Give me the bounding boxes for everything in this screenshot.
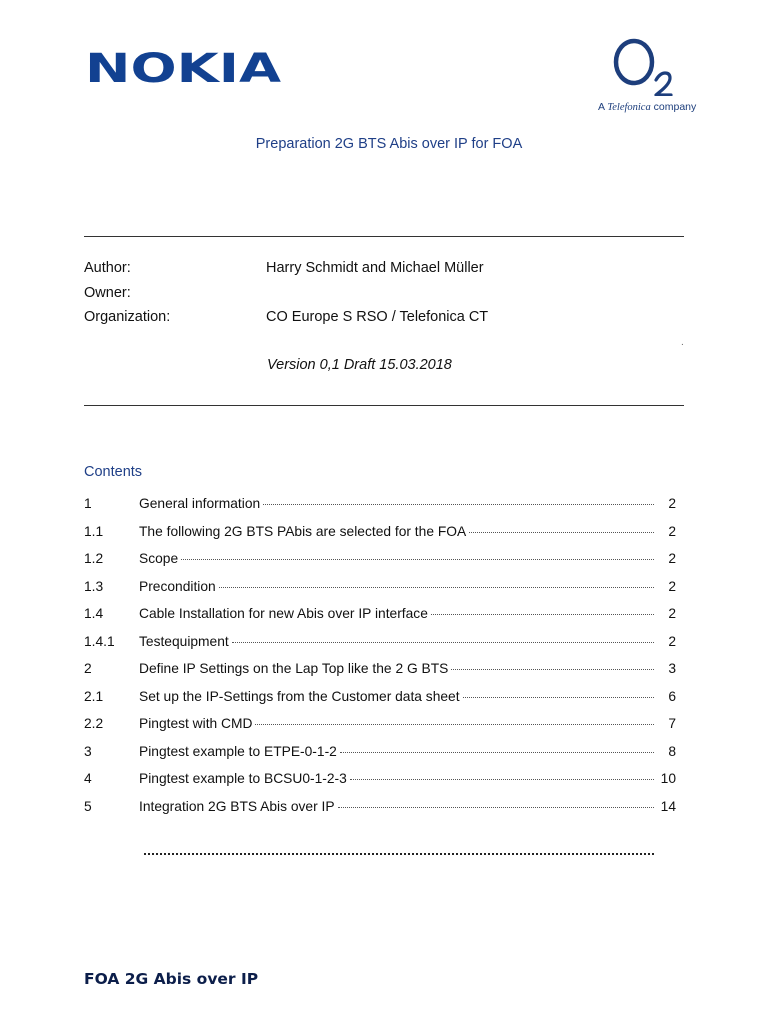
meta-owner: [84, 285, 684, 307]
contents-heading: Contents: [84, 464, 143, 480]
toc-page: 3: [668, 661, 676, 676]
toc-number: 1.1: [84, 523, 104, 539]
toc-item[interactable]: [84, 687, 676, 707]
toc-title: Set up the IP-Settings from the Customer data sheet: [139, 688, 460, 704]
toc-page: 2: [668, 606, 676, 621]
toc-title: Pingtest with CMD: [139, 716, 253, 731]
meta-organization: [84, 309, 684, 331]
toc-title: Precondition: [139, 578, 216, 594]
toc-number: 1.2: [84, 551, 104, 566]
toc-page: 2: [668, 633, 676, 649]
toc-title: The following 2G BTS PAbis are selected for the FOA: [139, 523, 467, 539]
version-line: Version 0,1 Draft 15.03.2018: [267, 357, 452, 373]
toc-leader: [431, 614, 654, 615]
toc-page: 6: [668, 688, 676, 704]
toc-page: 2: [668, 523, 676, 539]
toc-leader: [350, 779, 654, 780]
toc-number: 1.4.1: [84, 633, 115, 649]
nokia-logo-text: NOKIA: [85, 46, 282, 90]
toc-item[interactable]: [84, 769, 676, 789]
toc-page: 10: [660, 771, 676, 786]
toc-item[interactable]: [84, 742, 676, 762]
toc-title: Scope: [139, 551, 179, 566]
divider-top: [84, 236, 684, 237]
toc-page: 14: [660, 798, 676, 814]
toc-leader: [463, 697, 654, 698]
toc-title: Pingtest example to ETPE-0-1-2: [139, 743, 337, 759]
toc-leader: [469, 532, 654, 533]
toc-item[interactable]: [84, 577, 676, 597]
toc-title: Define IP Settings on the Lap Top like the 2 G BTS: [139, 661, 449, 676]
footer-title: FOA 2G Abis over IP: [84, 970, 259, 988]
o2-mark: [612, 36, 682, 96]
dotted-separator: [144, 853, 654, 855]
toc-title: Cable Installation for new Abis over IP interface: [139, 606, 428, 621]
o2-tagline: A Telefonica company: [598, 101, 697, 113]
meta-author: [84, 260, 684, 282]
toc-number: 1.4: [84, 606, 104, 621]
divider-bottom: [84, 405, 684, 406]
toc-item[interactable]: [84, 604, 676, 624]
toc-leader: [338, 807, 654, 808]
toc-leader: [232, 642, 654, 643]
document-title: Preparation 2G BTS Abis over IP for FOA: [255, 136, 523, 152]
toc-title: General information: [139, 496, 261, 511]
toc-page: 8: [668, 743, 676, 759]
toc-leader: [263, 504, 654, 505]
nokia-logo: [85, 44, 285, 90]
toc-item[interactable]: [84, 797, 676, 817]
toc-leader: [219, 587, 654, 588]
toc-number: 2.1: [84, 688, 104, 704]
toc-number: 2.2: [84, 716, 104, 731]
toc-leader: [181, 559, 654, 560]
meta-label: Owner:: [84, 285, 131, 301]
toc-number: 1: [84, 496, 92, 511]
o2-logo: [598, 36, 702, 120]
toc-title: Integration 2G BTS Abis over IP: [139, 798, 335, 814]
toc-number: 2: [84, 661, 92, 676]
toc-item[interactable]: [84, 549, 676, 569]
toc-item[interactable]: [84, 522, 676, 542]
meta-value: CO Europe S RSO / Telefonica CT: [266, 309, 489, 325]
toc-number: 4: [84, 771, 92, 786]
toc-page: 2: [668, 496, 676, 511]
toc-page: 7: [668, 716, 676, 731]
toc-item[interactable]: [84, 494, 676, 514]
toc-title: Pingtest example to BCSU0-1-2-3: [139, 771, 347, 786]
toc-number: 5: [84, 798, 92, 814]
toc-leader: [451, 669, 654, 670]
meta-label: Author:: [84, 260, 131, 276]
toc-page: 2: [668, 551, 676, 566]
toc-item[interactable]: [84, 659, 676, 679]
toc-leader: [255, 724, 654, 725]
meta-value: Harry Schmidt and Michael Müller: [266, 260, 484, 276]
stray-mark: .: [681, 337, 684, 348]
meta-label: Organization:: [84, 309, 171, 325]
toc-title: Testequipment: [139, 633, 229, 649]
toc-number: 3: [84, 743, 92, 759]
toc-item[interactable]: [84, 714, 676, 734]
toc-page: 2: [668, 578, 676, 594]
toc-number: 1.3: [84, 578, 104, 594]
toc-leader: [340, 752, 654, 753]
toc-item[interactable]: [84, 632, 676, 652]
